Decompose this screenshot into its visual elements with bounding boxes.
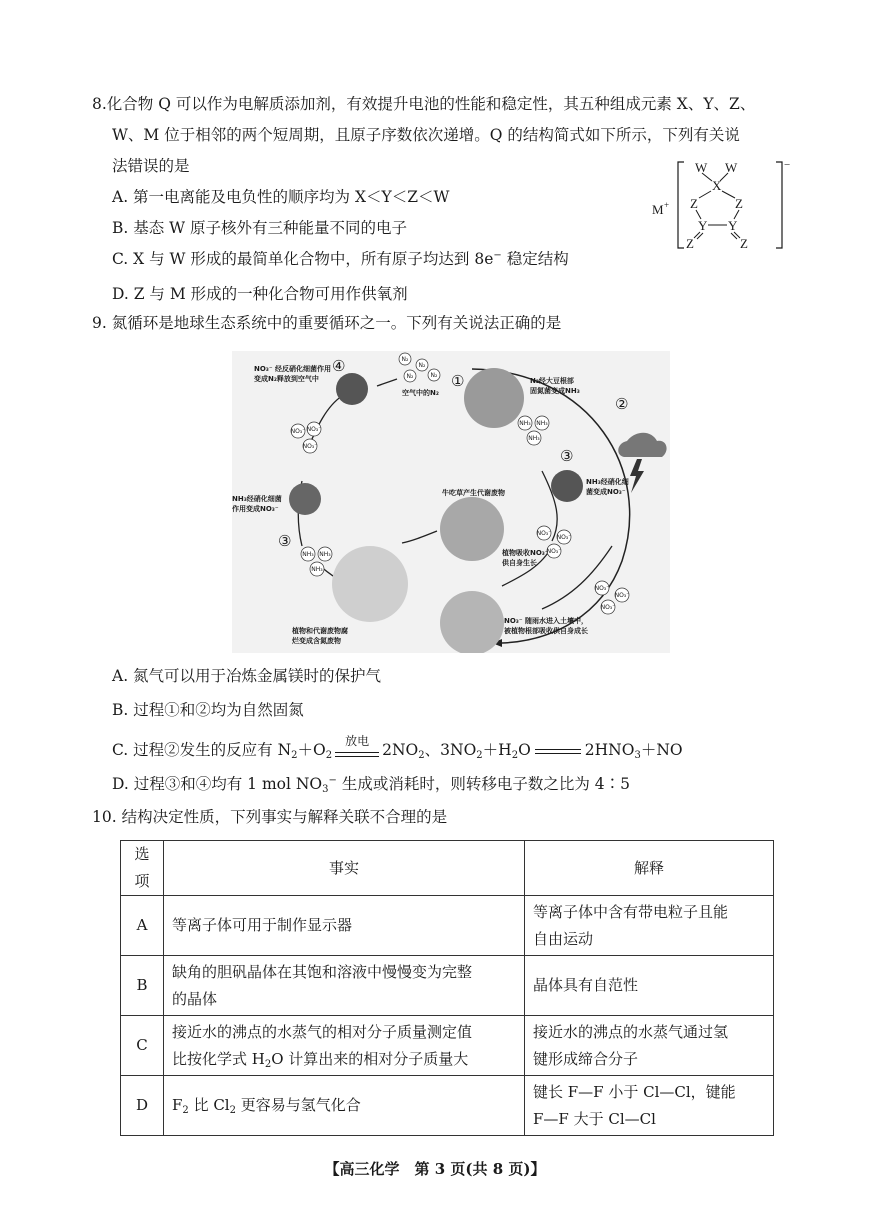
no3-molecule: NO₃⁻	[306, 426, 322, 433]
fact-line: 的晶体	[172, 989, 218, 1008]
fact-sub: 2	[264, 1058, 272, 1070]
fact-line	[172, 1046, 516, 1073]
no3-molecule: NO₃⁻	[302, 443, 318, 450]
fact-line: 缺角的胆矾晶体在其饱和溶液中慢慢变为完整	[172, 962, 473, 981]
structure-cation: M	[652, 202, 664, 217]
nh3-molecule: NH₃	[536, 420, 548, 427]
nh3-molecule: NH₃	[311, 566, 323, 573]
row-option: D	[121, 1076, 164, 1136]
soybean-root-image	[464, 368, 524, 428]
q9-c-sub: 2	[325, 750, 333, 761]
denitrify-bacteria-image	[336, 373, 368, 405]
label-rain-1: NO₃⁻ 随雨水进入土壤中，	[504, 617, 589, 625]
q9-stem: 9. 氮循环是地球生态系统中的重要循环之一。下列有关说法正确的是	[92, 314, 562, 332]
q9-c-sub: 3	[634, 750, 641, 761]
q9-c-sub: 2	[511, 750, 519, 761]
atom-w-right: W	[725, 160, 738, 175]
q9-option-a: A. 氮气可以用于冶炼金属镁时的保护气	[112, 667, 382, 685]
q8-option-c-tail: 稳定结构	[501, 250, 569, 268]
no3-molecule: NO₃⁻	[290, 428, 306, 435]
q9-c-product2: 2HNO	[584, 741, 635, 759]
q9-c-tail: ＋NO	[640, 741, 683, 759]
label-nitrify-right-1: NH₃经硝化细	[586, 478, 629, 486]
table-row	[121, 956, 774, 1016]
q9-d-sub: 3	[322, 784, 329, 795]
n2-molecule: N₂	[430, 372, 438, 379]
atom-z-bottom-right: Z	[740, 236, 748, 251]
q9-c-sub: 2	[418, 750, 425, 761]
reaction-equals	[535, 749, 581, 754]
table-row	[121, 1076, 774, 1136]
expl-line: 键形成缔合分子	[533, 1049, 639, 1068]
atom-z-left: Z	[690, 196, 698, 211]
nh3-molecule: NH₃	[302, 551, 314, 558]
fact-line: 接近水的沸点的水蒸气的相对分子质量测定值	[172, 1022, 473, 1041]
q9-option-b: B. 过程①和②均为自然固氮	[112, 701, 304, 719]
q9-d-suffix: 生成或消耗时，则转移电子数之比为 4∶5	[336, 775, 630, 793]
process-1: ①	[451, 372, 465, 390]
q8-option-d: D. Z 与 M 形成的一种化合物可用作供氧剂	[112, 285, 408, 303]
q8-option-b: B. 基态 W 原子核外有三种能量不同的电子	[112, 219, 408, 237]
decay-soil-image	[332, 546, 408, 622]
label-rain-2: 被植物根部吸收供自身成长	[504, 627, 588, 635]
fact-sub: 2	[229, 1105, 236, 1116]
label-nitrify-left-1: NH₃经硝化细菌	[232, 495, 282, 503]
expl-line: 等离子体中含有带电粒子且能	[533, 902, 729, 921]
structure-cation-charge: +	[664, 200, 670, 210]
q10-table	[120, 840, 774, 1136]
q9-d-prefix: D. 过程③和④均有 1 mol NO	[112, 775, 323, 793]
label-plant-absorb-1: 植物吸收NO₃⁻	[502, 549, 549, 557]
process-4: ④	[332, 357, 346, 375]
label-fix-2: 固氮菌变成NH₃	[530, 387, 580, 395]
page-footer: 【高三化学 第 3 页(共 8 页)】	[324, 1160, 546, 1178]
fact-text: 比按化学式 H	[172, 1049, 265, 1068]
q8-option-c	[112, 248, 569, 270]
q9-c-prefix: C. 过程②发生的反应有 N	[112, 741, 292, 759]
label-fix-1: N₂经大豆根部	[530, 377, 574, 385]
q8-stem-line1: 8.化合物 Q 可以作为电解质添加剂，有效提升电池的性能和稳定性，其五种组成元素 X、Y、Z、	[92, 95, 756, 113]
q9-c-sub: 2	[291, 750, 298, 761]
table-header-row	[121, 841, 774, 896]
label-denitrify-2: 变成N₂释放到空气中	[254, 375, 319, 383]
row-option: B	[121, 956, 164, 1016]
no3-molecule: NO₃⁻	[546, 548, 562, 555]
q8-option-c-text: C. X 与 W 形成的最简单化合物中，所有原子均达到 8e	[112, 250, 494, 268]
n2-molecule: N₂	[401, 356, 409, 363]
structure-anion-charge: −	[784, 159, 790, 171]
row-fact	[164, 1016, 525, 1076]
process-3-right: ③	[560, 447, 574, 465]
nitrogen-cycle-diagram	[232, 351, 670, 653]
row-fact	[164, 1076, 525, 1136]
q9-c-sub: 2	[476, 750, 483, 761]
process-3-left: ③	[278, 532, 292, 550]
q9-option-c	[112, 734, 683, 761]
q8-option-a: A. 第一电离能及电负性的顺序均为 X＜Y＜Z＜W	[112, 188, 450, 206]
table-row	[121, 1016, 774, 1076]
q8-stem-line2: W、M 位于相邻的两个短周期，且原子序数依次递增。Q 的结构简式如下所示，下列有关说	[112, 126, 740, 144]
row-explanation	[525, 896, 774, 956]
table-row	[121, 896, 774, 956]
expl-line: 自由运动	[533, 929, 594, 948]
q8-stem-line3: 法错误的是	[112, 157, 190, 175]
label-decay-2: 烂变成含氮废物	[292, 637, 341, 645]
nitrify-bacteria-left-image	[289, 483, 321, 515]
q8-option-c-sup: −	[493, 250, 502, 261]
plant-roots-image	[440, 591, 504, 653]
expl-line: F—F 大于 Cl—Cl	[533, 1109, 656, 1128]
structure-formula	[650, 158, 790, 253]
atom-y-right: Y	[728, 218, 738, 233]
header-explanation: 解释	[525, 841, 774, 896]
row-fact	[164, 956, 525, 1016]
n2-molecule: N₂	[406, 373, 414, 380]
label-air-n2: 空气中的N₂	[402, 389, 439, 397]
label-denitrify-1: NO₃⁻ 经反硝化细菌作用	[254, 365, 332, 373]
q9-c-h2o: ＋H	[482, 741, 512, 759]
atom-z-right: Z	[735, 196, 743, 211]
no3-molecule: NO₃⁻	[614, 592, 630, 599]
atom-z-bottom-left: Z	[686, 236, 694, 251]
nh3-molecule: NH₃	[528, 435, 540, 442]
row-fact: 等离子体可用于制作显示器	[164, 896, 525, 956]
q9-d-sup: −	[328, 775, 337, 786]
header-fact: 事实	[164, 841, 525, 896]
expl-line: 接近水的沸点的水蒸气通过氢	[533, 1022, 729, 1041]
row-explanation	[525, 1076, 774, 1136]
fact-text: 更容易与氢气化合	[235, 1096, 361, 1114]
label-cow: 牛吃草产生代谢废物	[442, 489, 505, 497]
reaction-condition: 放电	[345, 734, 370, 748]
atom-x: X	[712, 178, 722, 193]
row-option: A	[121, 896, 164, 956]
fact-text: F	[172, 1096, 183, 1114]
q9-c-product1: 2NO	[382, 741, 419, 759]
q9-c-o: O	[518, 741, 531, 759]
no3-molecule: NO₃⁻	[556, 534, 572, 541]
fact-text: O 计算出来的相对分子质量大	[271, 1049, 469, 1068]
label-nitrify-right-2: 菌变成NO₃⁻	[586, 488, 626, 496]
no3-molecule: NO₃⁻	[600, 604, 616, 611]
fact-text: 比 Cl	[188, 1096, 230, 1114]
atom-y-left: Y	[698, 218, 708, 233]
q9-c-mid: 、3NO	[424, 741, 477, 759]
q9-c-o2: ＋O	[297, 741, 326, 759]
nh3-molecule: NH₃	[519, 420, 531, 427]
row-explanation: 晶体具有自范性	[525, 956, 774, 1016]
atom-w-left: W	[695, 160, 708, 175]
process-2: ②	[615, 395, 629, 413]
n2-molecule: N₂	[418, 362, 426, 369]
label-nitrify-left-2: 作用变成NO₃⁻	[232, 505, 279, 513]
nitrify-bacteria-right-image	[551, 470, 583, 502]
row-explanation	[525, 1016, 774, 1076]
label-plant-absorb-2: 供自身生长	[502, 559, 537, 567]
cow-image	[440, 497, 504, 561]
q10-stem: 10. 结构决定性质，下列事实与解释关联不合理的是	[92, 808, 448, 826]
fact-sub: 2	[182, 1105, 189, 1116]
reaction-arrow-discharge	[333, 734, 381, 761]
label-decay-1: 植物和代谢废物腐	[292, 627, 348, 635]
expl-line: 键长 F—F 小于 Cl—Cl，键能	[533, 1082, 736, 1101]
no3-molecule: NO₃⁻	[594, 585, 610, 592]
q9-option-d	[112, 773, 630, 795]
header-option: 选项	[121, 841, 164, 896]
row-option: C	[121, 1016, 164, 1076]
nh3-molecule: NH₃	[319, 551, 331, 558]
no3-molecule: NO₃⁻	[536, 530, 552, 537]
